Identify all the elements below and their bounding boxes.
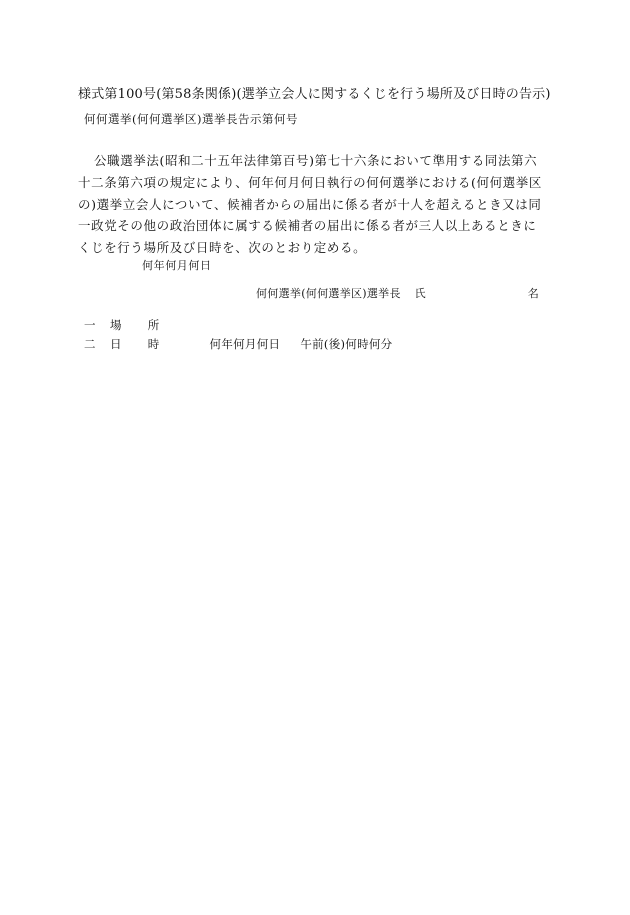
item-number: 一 (84, 318, 96, 332)
item-number: 二 (84, 337, 96, 351)
signature-surname: 氏 (414, 287, 426, 300)
item-label-second: 時 (147, 337, 160, 351)
item-date-value: 何年何月何日 (209, 337, 281, 351)
item-time-value: 午前(後)何時何分 (300, 337, 393, 351)
form-title: 様式第100号(第58条関係)(選挙立会人に関するくじを行う場所及び日時の告示) (78, 87, 551, 102)
item-label-first: 場 (109, 318, 122, 332)
signature-given-name: 名 (527, 287, 540, 300)
signature-title: 何何選挙(何何選挙区)選挙長 (256, 287, 401, 300)
signature-line (256, 285, 539, 301)
item-place (84, 317, 160, 333)
item-label-first: 日 (109, 337, 122, 351)
notice-number: 何何選挙(何何選挙区)選挙長告示第何号 (84, 112, 298, 126)
item-label-second: 所 (147, 318, 160, 332)
notice-date: 何年何月何日 (142, 259, 212, 272)
notice-body: 公職選挙法(昭和二十五年法律第百号)第七十六条において準用する同法第六十二条第六項の規定により、何年何月何日執行の何何選挙における(何何選挙区の)選挙立会人について、候補者からの届出に係る者が十人を超えるとき又は同一政党その他の政治団体に属する候補者の届出に係る者が三人以上あるときにくじを行う場所及び日時を、次のとおり定める。 (78, 153, 542, 256)
item-datetime (84, 336, 393, 352)
